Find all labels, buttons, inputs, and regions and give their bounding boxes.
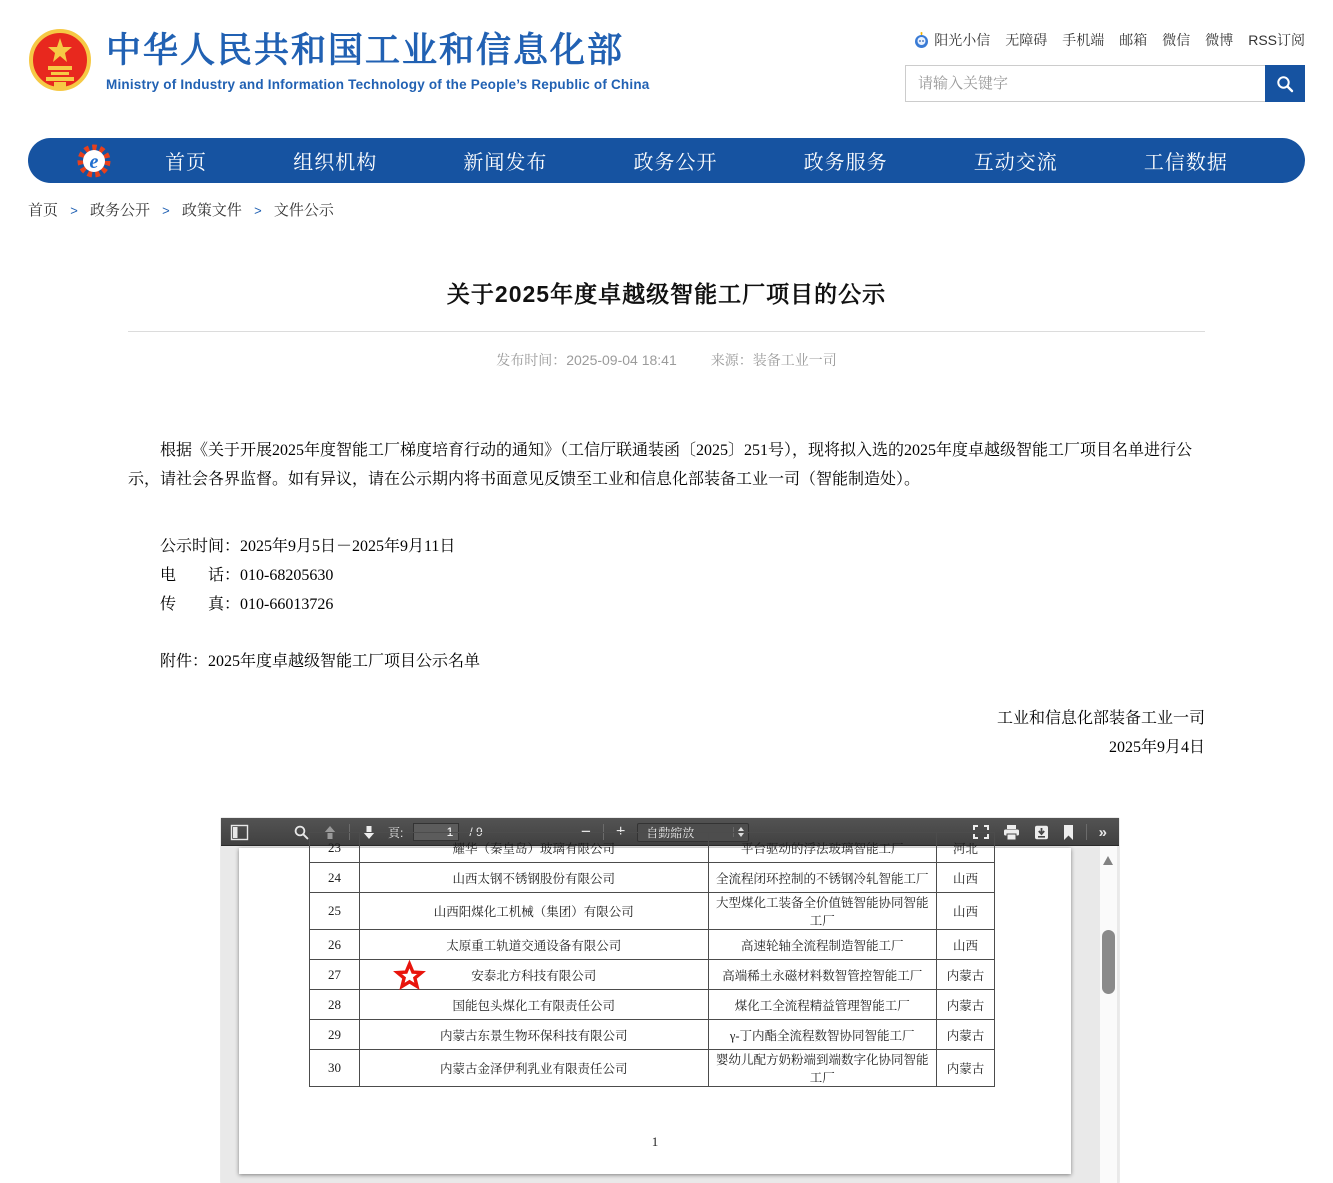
nav-item-organization[interactable]: 组织机构 bbox=[293, 152, 378, 174]
signature-org: 工业和信息化部装备工业一司 bbox=[996, 710, 1205, 727]
more-tools-button[interactable]: » bbox=[1097, 820, 1109, 844]
crumb-home[interactable]: 首页 bbox=[28, 202, 59, 219]
pdf-page-number: 1 bbox=[651, 1134, 659, 1149]
smart-factory-table bbox=[309, 832, 995, 1087]
article-title: 关于2025年度卓越级智能工厂项目的公示 bbox=[446, 281, 887, 307]
find-icon bbox=[294, 825, 309, 840]
crumb-separator: > bbox=[162, 203, 170, 218]
search-bar bbox=[905, 65, 1305, 102]
site-title-en: Ministry of Industry and Information Technology of the People’s Republic of China bbox=[106, 76, 650, 92]
print-button[interactable] bbox=[1001, 820, 1022, 844]
search-button[interactable] bbox=[1265, 65, 1305, 102]
nav-item-gov-open[interactable]: 政务公开 bbox=[633, 152, 718, 174]
table-row: 23 耀华（秦皇岛）玻璃有限公司 平台驱动的浮法玻璃智能工厂 河北 bbox=[310, 833, 995, 863]
download-icon bbox=[1034, 825, 1049, 840]
pdf-viewer bbox=[221, 818, 1119, 1183]
crumb-separator: > bbox=[70, 203, 78, 218]
red-star-annotation-icon bbox=[396, 962, 423, 988]
page-total-label: / 9 bbox=[469, 825, 483, 839]
page-number-label: 頁: bbox=[388, 825, 404, 840]
nav-item-interaction[interactable]: 互动交流 bbox=[973, 152, 1058, 174]
nav-item-home[interactable]: 首页 bbox=[165, 152, 208, 174]
table-row: 30 内蒙古金泽伊利乳业有限责任公司 婴幼儿配方奶粉端到端数字化协同智能工厂 内蒙古 bbox=[310, 1050, 995, 1087]
site-header bbox=[28, 0, 1305, 138]
attachment-link[interactable]: 附件：2025年度卓越级智能工厂项目公示名单 bbox=[160, 653, 481, 670]
main-nav bbox=[28, 138, 1305, 183]
table-row-starred: 27 安泰北方科技有限公司 高端稀土永磁材料数智管控智能工厂 内蒙古 bbox=[310, 960, 995, 990]
nav-item-gov-service[interactable]: 政务服务 bbox=[803, 152, 888, 174]
table-row: 26 太原重工轨道交通设备有限公司 高速轮轴全流程制造智能工厂 山西 bbox=[310, 930, 995, 960]
nav-item-news[interactable]: 新闻发布 bbox=[463, 152, 548, 174]
svg-text:e: e bbox=[89, 150, 99, 173]
signature-date: 2025年9月4日 bbox=[1108, 739, 1205, 756]
crumb-separator: > bbox=[254, 203, 262, 218]
article-paragraph: 根据《关于开展2025年度智能工厂梯度培育行动的通知》（工信厅联通装函〔2025〕251号），现将拟入选的2025年度卓越级智能工厂项目名单进行公示，请社会各界监督。如有异议，请在公示期内将书面意见反馈至工业和信息化部装备工业一司（智能制造处）。 bbox=[128, 442, 1193, 488]
table-row: 29 内蒙古东景生物环保科技有限公司 γ-丁内酯全流程数智协同智能工厂 内蒙古 bbox=[310, 1020, 995, 1050]
breadcrumb bbox=[28, 199, 1305, 220]
table-row: 28 国能包头煤化工有限责任公司 煤化工全流程精益管理智能工厂 内蒙古 bbox=[310, 990, 995, 1020]
page-root bbox=[28, 0, 1305, 1183]
pdf-canvas-area bbox=[221, 839, 1119, 1183]
pdf-page bbox=[239, 839, 1071, 1174]
quick-link-sunshine[interactable]: 阳光小信 bbox=[913, 30, 990, 50]
sidebar-toggle-button[interactable] bbox=[229, 820, 250, 844]
zoom-scale-value: 自動縮放 bbox=[646, 825, 695, 840]
miit-gear-logo-icon bbox=[76, 143, 112, 179]
pdf-scrollbar[interactable] bbox=[1100, 846, 1117, 1183]
search-icon bbox=[1276, 75, 1294, 93]
quick-link-weibo[interactable]: 微博 bbox=[1205, 32, 1234, 48]
search-input[interactable] bbox=[906, 66, 1265, 101]
scroll-up-arrow-icon[interactable] bbox=[1103, 856, 1113, 865]
site-title-cn: 中华人民共和国工业和信息化部 bbox=[106, 31, 625, 70]
title-divider bbox=[128, 331, 1205, 332]
sidebar-toggle-icon bbox=[231, 825, 248, 840]
national-emblem-logo bbox=[28, 26, 92, 96]
robot-icon bbox=[913, 32, 930, 49]
quick-links bbox=[905, 30, 1305, 50]
quick-link-wechat[interactable]: 微信 bbox=[1162, 32, 1191, 48]
crumb-file-notice[interactable]: 文件公示 bbox=[273, 202, 334, 219]
scrollbar-thumb[interactable] bbox=[1102, 930, 1115, 994]
phone-line: 电 话：010-68205630 bbox=[160, 567, 334, 584]
print-icon bbox=[1003, 825, 1020, 840]
table-row: 24 山西太钢不锈钢股份有限公司 全流程闭环控制的不锈钢冷轧智能工厂 山西 bbox=[310, 863, 995, 893]
fax-line: 传 真：010-66013726 bbox=[160, 596, 334, 613]
article-meta bbox=[128, 350, 1205, 370]
quick-link-accessibility[interactable]: 无障碍 bbox=[1005, 32, 1048, 48]
zoom-in-button[interactable]: + bbox=[614, 820, 627, 844]
quick-link-rss[interactable]: RSS订阅 bbox=[1248, 32, 1305, 48]
download-button[interactable] bbox=[1032, 820, 1051, 844]
quick-link-mail[interactable]: 邮箱 bbox=[1119, 32, 1148, 48]
article bbox=[28, 276, 1305, 762]
notice-period-line: 公示时间：2025年9月5日－2025年9月11日 bbox=[160, 538, 456, 555]
crumb-gov-open[interactable]: 政务公开 bbox=[89, 202, 150, 219]
table-row: 25 山西阳煤化工机械（集团）有限公司 大型煤化工装备全价值链智能协同智能工厂 山西 bbox=[310, 893, 995, 930]
quick-link-mobile[interactable]: 手机端 bbox=[1062, 32, 1105, 48]
publish-time-label: 发布时间： bbox=[496, 352, 567, 368]
nav-item-data[interactable]: 工信数据 bbox=[1143, 152, 1228, 174]
source-label: 来源： bbox=[710, 352, 753, 368]
bookmark-icon bbox=[1063, 825, 1074, 840]
source-value: 装备工业一司 bbox=[752, 352, 837, 368]
crumb-policy-files[interactable]: 政策文件 bbox=[181, 202, 242, 219]
publish-time-value: 2025-09-04 18:41 bbox=[566, 352, 677, 368]
bookmark-button[interactable] bbox=[1061, 820, 1076, 844]
zoom-out-button[interactable]: − bbox=[579, 820, 593, 844]
